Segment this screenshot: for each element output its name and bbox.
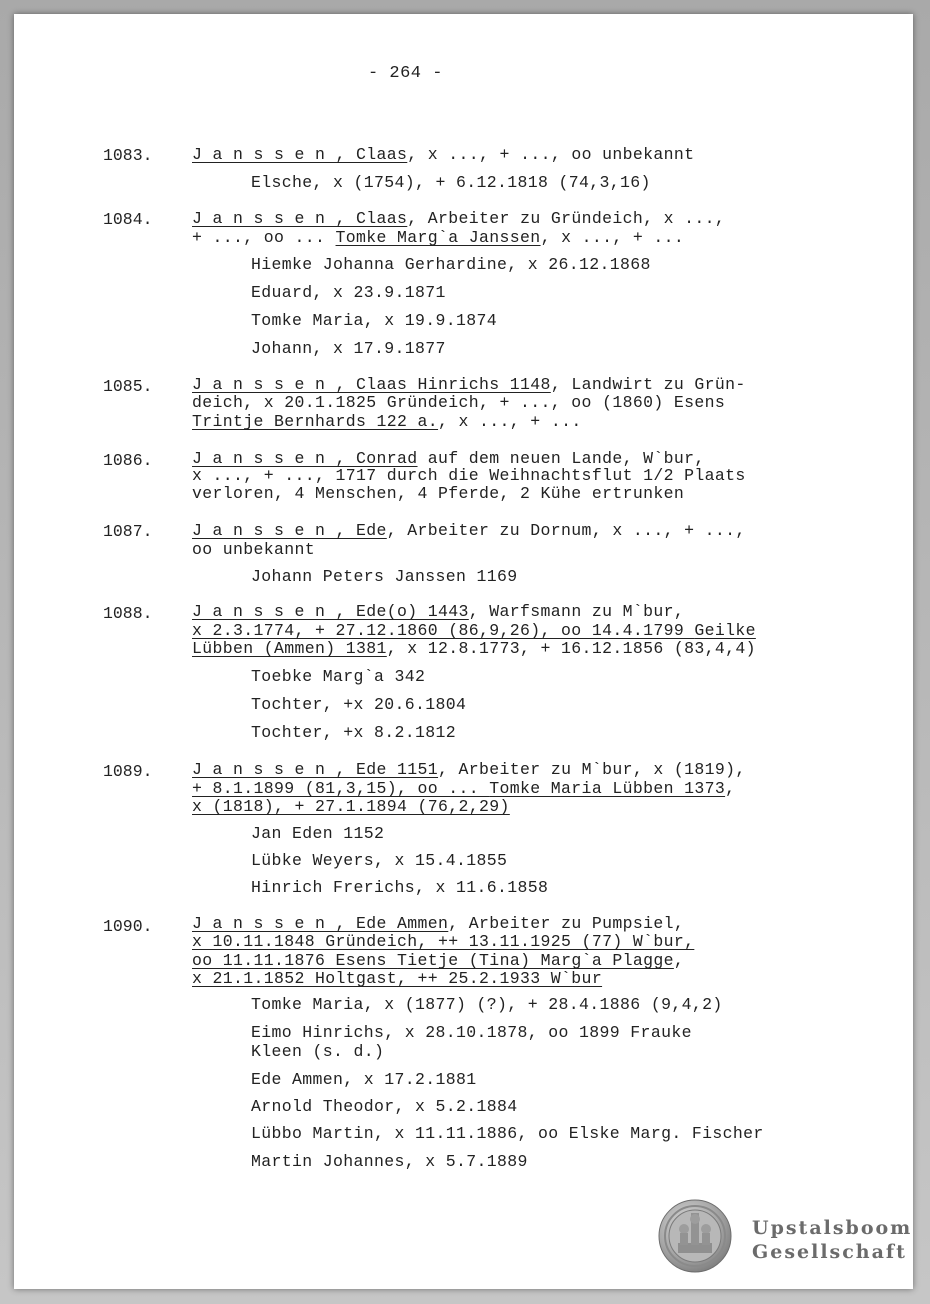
entry-number: 1085. [103, 377, 153, 396]
entry-line: J a n s s e n , Claas, x ..., + ..., oo unbekannt [192, 145, 695, 164]
child-line: Eduard, x 23.9.1871 [251, 283, 446, 302]
entry-line: verloren, 4 Menschen, 4 Pferde, 2 Kühe ertrunken [192, 484, 685, 503]
entry-number: 1090. [103, 917, 153, 936]
child-line: Lübke Weyers, x 15.4.1855 [251, 851, 508, 870]
entry-line: J a n s s e n , Ede Ammen, Arbeiter zu Pumpsiel, [192, 914, 685, 933]
child-line: Tomke Maria, x (1877) (?), + 28.4.1886 (9,4,2) [251, 995, 723, 1014]
page-number: - 264 - [368, 64, 443, 83]
entry-line: deich, x 20.1.1825 Gründeich, + ..., oo (1860) Esens [192, 393, 726, 412]
entry-line: oo 11.11.1876 Esens Tietje (Tina) Marg`a Plagge, [192, 951, 685, 970]
entry-number: 1084. [103, 210, 153, 229]
entry-number: 1087. [103, 522, 153, 541]
entry-number: 1089. [103, 762, 153, 781]
child-line: Hinrich Frerichs, x 11.6.1858 [251, 878, 549, 897]
child-line: Johann Peters Janssen 1169 [251, 567, 518, 586]
entry-line: J a n s s e n , Claas Hinrichs 1148, Landwirt zu Grün- [192, 375, 746, 394]
entry-line: x ..., + ..., 1717 durch die Weihnachtsflut 1/2 Plaats [192, 466, 746, 485]
entry-number: 1086. [103, 451, 153, 470]
child-line: Tochter, +x 8.2.1812 [251, 723, 457, 742]
entry-line: Lübben (Ammen) 1381, x 12.8.1773, + 16.12.1856 (83,4,4) [192, 639, 756, 658]
seal-icon [658, 1199, 732, 1273]
child-line: Tomke Maria, x 19.9.1874 [251, 311, 498, 330]
child-line: Ede Ammen, x 17.2.1881 [251, 1070, 477, 1089]
entry-line: + 8.1.1899 (81,3,15), oo ... Tomke Maria Lübben 1373, [192, 779, 736, 798]
entry-line: x (1818), + 27.1.1894 (76,2,29) [192, 797, 510, 816]
entry-line: + ..., oo ... Tomke Marg`a Janssen, x ..., + ... [192, 228, 685, 247]
child-line: Lübbo Martin, x 11.11.1886, oo Elske Marg. Fischer [251, 1124, 764, 1143]
entry-line: J a n s s e n , Ede, Arbeiter zu Dornum, x ..., + ..., [192, 521, 746, 540]
child-line: Johann, x 17.9.1877 [251, 339, 446, 358]
society-logo-text: Upstalsboom Gesellschaft [752, 1217, 913, 1263]
entry-line: x 10.11.1848 Gründeich, ++ 13.11.1925 (77) W`bur, [192, 932, 695, 951]
child-line: Martin Johannes, x 5.7.1889 [251, 1152, 528, 1171]
child-line: Arnold Theodor, x 5.2.1884 [251, 1097, 518, 1116]
entry-line: J a n s s e n , Ede 1151, Arbeiter zu M`bur, x (1819), [192, 760, 746, 779]
child-line: Kleen (s. d.) [251, 1042, 385, 1061]
entry-line: oo unbekannt [192, 540, 316, 559]
child-line: Toebke Marg`a 342 [251, 667, 426, 686]
entry-line: J a n s s e n , Claas, Arbeiter zu Gründeich, x ..., [192, 209, 726, 228]
entry-line: x 2.3.1774, + 27.12.1860 (86,9,26), oo 14.4.1799 Geilke [192, 621, 756, 640]
entry-number: 1088. [103, 604, 153, 623]
entry-number: 1083. [103, 146, 153, 165]
child-line: Jan Eden 1152 [251, 824, 385, 843]
entry-line: x 21.1.1852 Holtgast, ++ 25.2.1933 W`bur [192, 969, 603, 988]
entry-line: Trintje Bernhards 122 a., x ..., + ... [192, 412, 582, 431]
entry-line: J a n s s e n , Conrad auf dem neuen Lande, W`bur, [192, 449, 705, 468]
child-line: Hiemke Johanna Gerhardine, x 26.12.1868 [251, 255, 651, 274]
child-line: Eimo Hinrichs, x 28.10.1878, oo 1899 Frauke [251, 1023, 692, 1042]
entry-line: J a n s s e n , Ede(o) 1443, Warfsmann zu M`bur, [192, 602, 685, 621]
child-line: Tochter, +x 20.6.1804 [251, 695, 467, 714]
child-line: Elsche, x (1754), + 6.12.1818 (74,3,16) [251, 173, 651, 192]
